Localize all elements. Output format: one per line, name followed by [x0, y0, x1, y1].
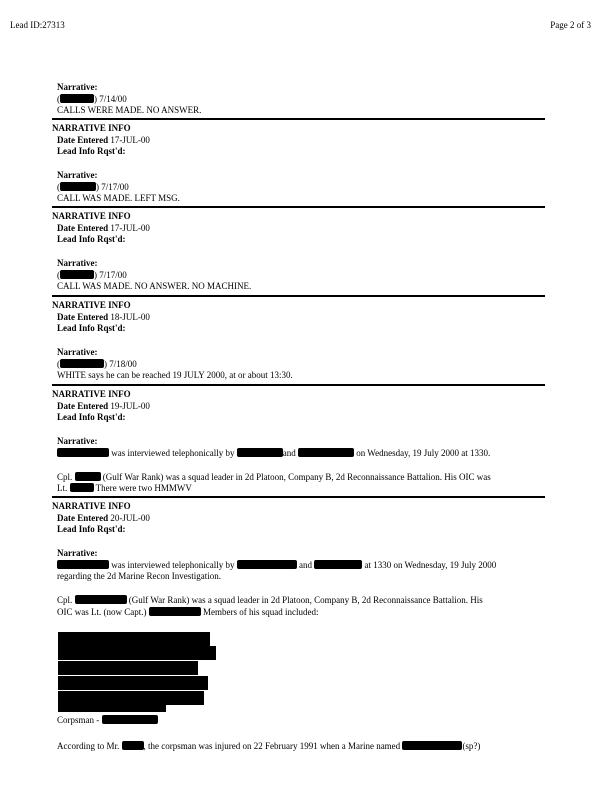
squad-paragraph-line: Cpl. (Gulf War Rank) was a squad leader in 2d Platoon, Company B, 2d Reconnaissance Battalion. His OIC was [57, 472, 491, 482]
lead-info-label: Lead Info Rqst'd: [57, 412, 126, 422]
redaction [75, 472, 101, 481]
date-entered: Date Entered 18-JUL-00 [57, 312, 150, 322]
interview-line: was interviewed telephonically by and at 1330 on Wednesday, 19 July 2000 [57, 560, 496, 571]
squad-paragraph-line: Cpl. (Gulf War Rank) was a squad leader in 2d Platoon, Company B, 2d Reconnaissance Battalion. His [57, 595, 483, 605]
narrative-label: Narrative: [57, 347, 98, 357]
page-number: Page 2 of 3 [550, 20, 591, 30]
narrative-label: Narrative: [57, 258, 98, 268]
narrative-date: ( ) 7/17/00 [57, 182, 129, 192]
section-title: NARRATIVE INFO [52, 123, 131, 133]
redaction [149, 607, 201, 616]
interview-line: regarding the 2d Marine Recon Investigation. [57, 571, 221, 581]
section-title: NARRATIVE INFO [52, 501, 131, 511]
section-divider [52, 295, 545, 297]
redaction [70, 483, 94, 492]
lead-id: Lead ID:27313 [10, 20, 65, 30]
redaction [122, 741, 144, 750]
section-divider [52, 206, 545, 208]
final-line: According to Mr. , the corpsman was injured on 22 February 1991 when a Marine named (sp?) [57, 741, 481, 751]
redaction [58, 646, 216, 660]
redaction [60, 182, 96, 191]
narrative-label: Narrative: [57, 548, 98, 558]
redaction [314, 560, 362, 569]
lead-info-label: Lead Info Rqst'd: [57, 234, 126, 244]
section-title: NARRATIVE INFO [52, 300, 131, 310]
narrative-date: ( ) 7/17/00 [57, 270, 127, 280]
narrative-body: CALL WAS MADE. LEFT MSG. [57, 193, 180, 203]
interview-line: was interviewed telephonically by and on Wednesday, 19 July 2000 at 1330. [57, 448, 490, 459]
redaction [75, 595, 127, 604]
redaction [57, 560, 109, 569]
redaction [58, 704, 166, 712]
narrative-label: Narrative: [57, 82, 98, 92]
narrative-body: CALL WAS MADE. NO ANSWER. NO MACHINE. [57, 281, 252, 291]
section-title: NARRATIVE INFO [52, 389, 131, 399]
redaction [298, 448, 354, 457]
redaction [60, 270, 94, 279]
date-entered: Date Entered 17-JUL-00 [57, 135, 150, 145]
date-entered: Date Entered 17-JUL-00 [57, 223, 150, 233]
narrative-label: Narrative: [57, 170, 98, 180]
narrative-date: ( ) 7/18/00 [57, 359, 137, 369]
corpsman-line: Corpsman - [57, 715, 158, 726]
date-entered: Date Entered 20-JUL-00 [57, 513, 150, 523]
redaction [102, 715, 158, 724]
lead-info-label: Lead Info Rqst'd: [57, 146, 126, 156]
section-title: NARRATIVE INFO [52, 211, 131, 221]
redaction [237, 448, 283, 457]
redaction [58, 661, 198, 675]
squad-paragraph-line: Lt. There were two HMMWV [57, 483, 192, 493]
section-divider [52, 496, 545, 498]
redaction [57, 448, 109, 457]
lead-info-label: Lead Info Rqst'd: [57, 323, 126, 333]
redaction [237, 560, 297, 569]
narrative-body: WHITE says he can be reached 19 JULY 2000, at or about 13:30. [57, 370, 293, 380]
redaction [58, 676, 208, 690]
lead-info-label: Lead Info Rqst'd: [57, 524, 126, 534]
squad-paragraph-line: OIC was Lt. (now Capt.) Members of his squad included: [57, 607, 319, 617]
section-divider [52, 384, 545, 386]
redaction [402, 741, 462, 750]
narrative-label: Narrative: [57, 436, 98, 446]
redaction [60, 359, 104, 368]
redaction [60, 94, 94, 103]
narrative-body: CALLS WERE MADE. NO ANSWER. [57, 105, 202, 115]
narrative-date: ( ) 7/14/00 [57, 94, 127, 104]
section-divider [52, 118, 545, 120]
redaction [58, 632, 210, 646]
date-entered: Date Entered 19-JUL-00 [57, 401, 150, 411]
redaction [58, 691, 204, 705]
